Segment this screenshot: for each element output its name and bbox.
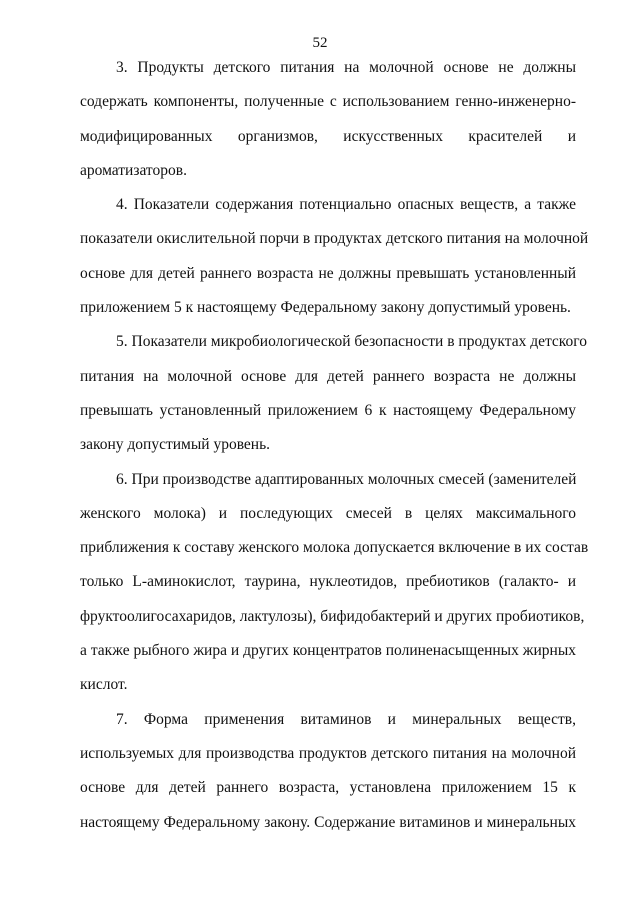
text-line: только L-аминокислот, таурина, нуклеотидов, пребиотиков (галакто- и bbox=[80, 573, 576, 591]
paragraph-5 bbox=[80, 325, 588, 462]
text-line: превышать установленный приложением 6 к настоящему Федеральному bbox=[80, 401, 576, 419]
text-line: показатели окислительной порчи в продуктах детского питания на молочной bbox=[80, 230, 589, 248]
text-line: закону допустимый уровень. bbox=[80, 436, 271, 454]
paragraph-4 bbox=[80, 188, 589, 325]
text-line: 7. Форма применения витаминов и минеральных веществ, bbox=[116, 710, 576, 728]
text-line: женского молока) и последующих смесей в целях максимального bbox=[80, 504, 576, 522]
text-line: основе для детей раннего возраста не должны превышать установленный bbox=[80, 264, 576, 282]
text-line: ароматизаторов. bbox=[80, 161, 187, 179]
text-line: настоящему Федеральному закону. Содержание витаминов и минеральных bbox=[80, 813, 576, 831]
text-line: 3. Продукты детского питания на молочной основе не должны bbox=[116, 59, 576, 76]
text-line: а также рыбного жира и других концентратов полиненасыщенных жирных bbox=[80, 642, 576, 660]
text-line: 4. Показатели содержания потенциально опасных веществ, а также bbox=[116, 196, 576, 214]
text-line: модифицированных организмов, искусственных красителей и bbox=[80, 127, 576, 145]
paragraph-6 bbox=[80, 463, 589, 703]
text-line: 6. При производстве адаптированных молочных смесей (заменителей bbox=[116, 470, 577, 488]
text-line: приложением 5 к настоящему Федеральному закону допустимый уровень. bbox=[80, 299, 571, 317]
text-line: содержать компоненты, полученные с использованием генно-инженерно- bbox=[80, 93, 576, 111]
page-number: 52 bbox=[312, 35, 328, 51]
text-line: 5. Показатели микробиологической безопасности в продуктах детского bbox=[116, 333, 588, 351]
text-line: приближения к составу женского молока допускается включение в их состав bbox=[80, 539, 589, 557]
text-line: кислот. bbox=[80, 676, 128, 694]
text-line: фруктоолигосахаридов, лактулозы), бифидобактерий и других пробиотиков, bbox=[80, 607, 585, 625]
paragraph-7 bbox=[80, 703, 576, 840]
text-line: используемых для производства продуктов детского питания на молочной bbox=[80, 744, 576, 762]
paragraph-3 bbox=[80, 51, 576, 188]
text-line: питания на молочной основе для детей раннего возраста не должны bbox=[80, 367, 576, 385]
document-body bbox=[80, 51, 589, 840]
text-line: основе для детей раннего возраста, установлена приложением 15 к bbox=[80, 779, 576, 797]
